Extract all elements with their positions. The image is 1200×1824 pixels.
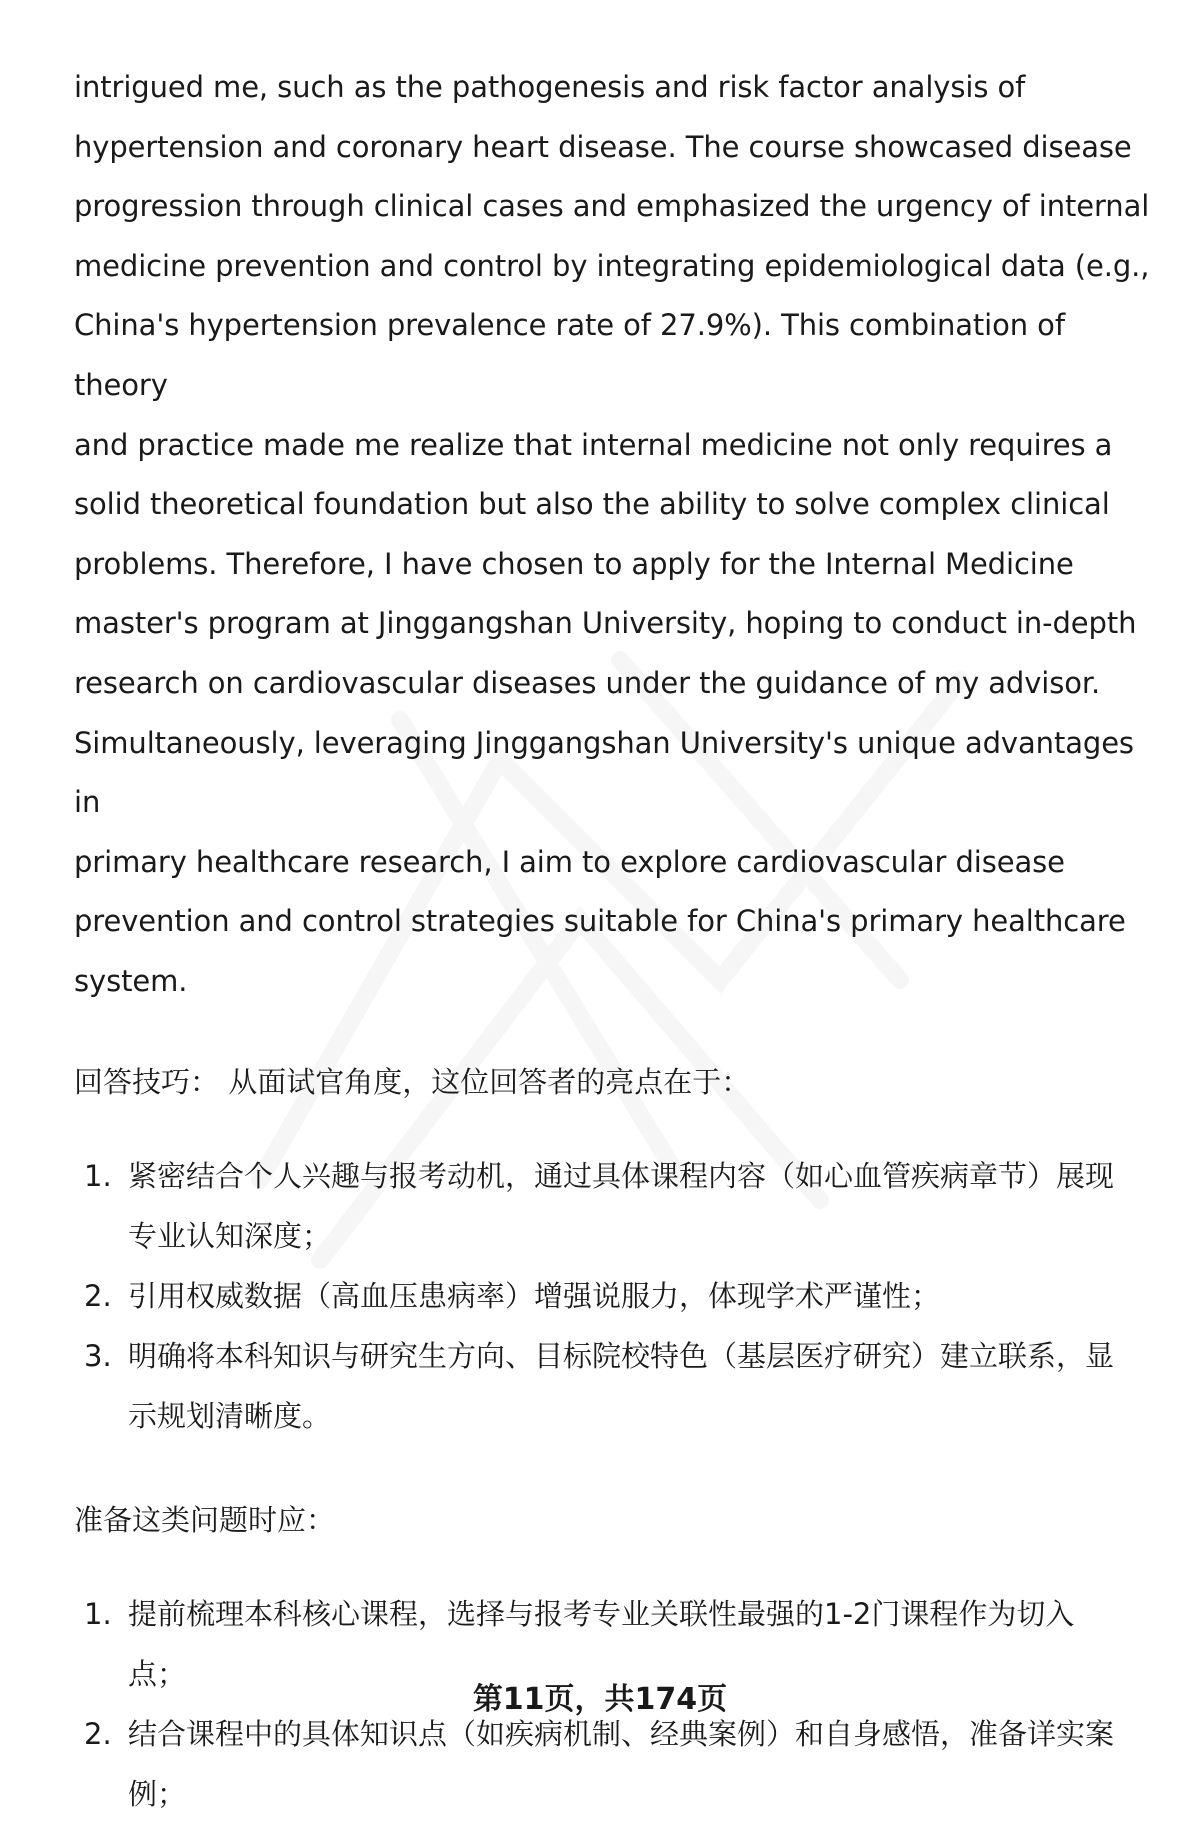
list-item-number: 3.	[84, 1338, 112, 1373]
list-item-line: 引用权威数据（高血压患病率）增强说服力，体现学术严谨性；	[128, 1278, 941, 1313]
paragraph-line: intrigued me, such as the pathogenesis and risk factor analysis of	[74, 70, 1026, 104]
paragraph-line: prevention and control strategies suitable for China's primary healthcare	[74, 904, 1126, 939]
paragraph-line: progression through clinical cases and emphasized the urgency of internal	[74, 189, 1150, 224]
paragraph-line: master's program at Jinggangshan University, hoping to conduct in-depth	[74, 606, 1137, 641]
page-number-footer: 第11页，共174页	[472, 1682, 728, 1717]
list-item	[74, 1266, 1154, 1326]
list-item-number: 2.	[84, 1278, 112, 1313]
paragraph-line: China's hypertension prevalence rate of 27.9%). This combination of theory	[74, 308, 1065, 402]
list-item-line: 专业认知深度；	[128, 1218, 332, 1253]
list-item-number: 1.	[84, 1158, 112, 1193]
paragraph-line: research on cardiovascular diseases under the guidance of my advisor.	[74, 665, 1101, 700]
list-item-number: 1.	[84, 1596, 112, 1631]
paragraph-line: primary healthcare research, I aim to explore cardiovascular disease	[74, 844, 1065, 879]
list-item	[74, 1146, 1154, 1266]
list-item-line: 紧密结合个人兴趣与报考动机，通过具体课程内容（如心血管疾病章节）展现	[128, 1158, 1115, 1193]
list-item-line: 提前梳理本科核心课程，选择与报考专业关联性最强的1-2门课程作为切入	[128, 1596, 1075, 1631]
tips-section-label: 回答技巧： 从面试官角度，这位回答者的亮点在于：	[74, 1064, 751, 1099]
paragraph-line: hypertension and coronary heart disease. The course showcased disease	[74, 129, 1132, 164]
paragraph-line: Simultaneously, leveraging Jinggangshan University's unique advantages in	[74, 725, 1134, 820]
paragraph-line: and practice made me realize that internal medicine not only requires a	[74, 427, 1113, 462]
list-item-line: 示规划清晰度。	[128, 1398, 332, 1433]
list-item-line: 例；	[128, 1776, 187, 1811]
paragraph-line: solid theoretical foundation but also the ability to solve complex clinical	[74, 487, 1110, 522]
paragraph-line: problems. Therefore, I have chosen to apply for the Internal Medicine	[74, 546, 1074, 581]
list-item-number: 2.	[84, 1716, 112, 1751]
paragraph-line: system.	[74, 963, 188, 998]
tips-list	[74, 1146, 1154, 1446]
list-item-line: 明确将本科知识与研究生方向、目标院校特色（基层医疗研究）建立联系，显	[128, 1338, 1115, 1373]
body-paragraph	[74, 58, 1154, 1012]
paragraph-line: medicine prevention and control by integrating epidemiological data (e.g.,	[74, 248, 1150, 283]
list-item	[74, 1326, 1154, 1446]
page-content	[74, 58, 1154, 1824]
list-item-line: 点；	[128, 1656, 187, 1691]
prep-section-label: 准备这类问题时应：	[74, 1502, 336, 1537]
list-item-line: 结合课程中的具体知识点（如疾病机制、经典案例）和自身感悟，准备详实案	[128, 1716, 1115, 1751]
